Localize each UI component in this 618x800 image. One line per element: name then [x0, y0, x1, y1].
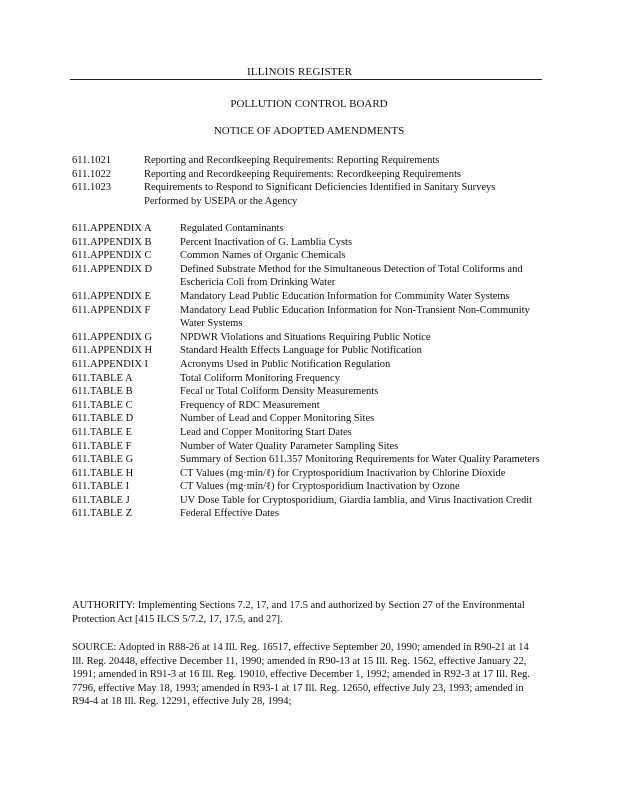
table-number: 611.TABLE H — [72, 467, 134, 479]
section-row — [72, 168, 552, 182]
appendix-number: 611.APPENDIX E — [72, 290, 151, 302]
table-row — [72, 507, 552, 521]
source-paragraph: SOURCE: Adopted in R88-26 at 14 Ill. Reg. 16517, effective September 20, 1990; amended in R90-21 at 14 Ill. Reg. 20448, effective December 11, 1990; amended in R90-13 at 15 Ill. Reg. 1562, effective January 22, 1991; amended in R91-3 at 16 Ill. Reg. 19010, effective December 1, 1992; amended in R92-3 at 17 Ill. Reg. 7796, effective May 18, 1993; amended in R93-1 at 17 Ill. Reg. 12650, effective July 23, 1993; amended in R94-4 at 18 Ill. Reg. 12291, effective July 28, 1994; — [72, 642, 530, 708]
appendix-title: Defined Substrate Method for the Simultaneous Detection of Total Coliforms and Eschericia Coli from Drinking Water — [180, 263, 523, 289]
appendix-title: Regulated Contaminants — [180, 223, 284, 234]
table-row — [72, 385, 552, 399]
appendix-row — [72, 344, 552, 358]
appendix-number: 611.APPENDIX G — [72, 331, 153, 343]
appendix-row — [72, 222, 552, 236]
table-title: Summary of Section 611.357 Monitoring Requirements for Water Quality Parameters — [180, 454, 540, 466]
table-row — [72, 372, 552, 386]
table-number: 611.TABLE A — [72, 372, 133, 384]
table-number: 611.TABLE J — [72, 494, 130, 506]
table-row — [72, 399, 552, 413]
table-row — [72, 453, 552, 467]
table-title: Lead and Copper Monitoring Start Dates — [180, 426, 352, 438]
table-row — [72, 467, 552, 481]
table-number: 611.TABLE C — [72, 399, 133, 411]
appendix-number: 611.APPENDIX D — [72, 263, 153, 275]
appendix-title: Standard Health Effects Language for Public Notification — [180, 345, 422, 357]
appendix-number: 611.APPENDIX H — [72, 345, 153, 357]
appendix-list — [72, 222, 552, 521]
header-rule — [70, 79, 542, 80]
table-number: 611.TABLE E — [72, 426, 133, 438]
section-row — [72, 154, 552, 168]
board-title: POLLUTION CONTROL BOARD — [230, 98, 388, 110]
appendix-row — [72, 249, 552, 263]
table-number: 611.TABLE Z — [72, 508, 133, 520]
table-row — [72, 412, 552, 426]
table-title: CT Values (mg·min/ℓ) for Cryptosporidium Inactivation by Chlorine Dioxide — [180, 467, 506, 479]
notice-title: NOTICE OF ADOPTED AMENDMENTS — [213, 125, 405, 137]
table-title: CT Values (mg·min/ℓ) for Cryptosporidium Inactivation by Ozone — [180, 481, 460, 493]
table-title: UV Dose Table for Cryptosporidium, Giardia lamblia, and Virus Inactivation Credit — [180, 494, 533, 506]
appendix-row — [72, 358, 552, 372]
appendix-number: 611.APPENDIX C — [72, 250, 152, 262]
appendix-title: Acronyms Used in Public Notification Regulation — [180, 358, 391, 370]
appendix-number: 611.APPENDIX I — [72, 358, 149, 370]
table-title: Frequency of RDC Measurement — [180, 399, 320, 411]
appendix-row — [72, 263, 552, 290]
table-row — [72, 440, 552, 454]
section-list — [72, 154, 552, 208]
appendix-number: 611.APPENDIX A — [72, 223, 152, 234]
table-number: 611.TABLE D — [72, 413, 134, 425]
table-number: 611.TABLE B — [72, 386, 133, 398]
table-row — [72, 480, 552, 494]
appendix-row — [72, 236, 552, 250]
appendix-title: NPDWR Violations and Situations Requiring Public Notice — [180, 331, 431, 343]
section-title: Reporting and Recordkeeping Requirements: Recordkeeping Requirements — [144, 168, 461, 180]
section-number: 611.1021 — [72, 155, 111, 166]
appendix-title: Common Names of Organic Chemicals — [180, 250, 346, 262]
table-title: Number of Water Quality Parameter Sampling Sites — [180, 440, 399, 452]
table-number: 611.TABLE G — [72, 454, 134, 466]
section-number: 611.1023 — [72, 182, 111, 194]
appendix-number: 611.APPENDIX F — [72, 304, 151, 316]
section-row — [72, 181, 552, 208]
appendix-row — [72, 331, 552, 345]
appendix-title: Mandatory Lead Public Education Information for Community Water Systems — [180, 290, 510, 302]
section-number: 611.1022 — [72, 168, 111, 180]
table-row — [72, 494, 552, 508]
table-number: 611.TABLE I — [72, 481, 130, 493]
appendix-number: 611.APPENDIX B — [72, 236, 152, 248]
table-title: Total Coliform Monitoring Frequency — [180, 372, 340, 384]
appendix-title: Percent Inactivation of G. Lamblia Cysts — [180, 236, 353, 248]
table-title: Number of Lead and Copper Monitoring Sites — [180, 413, 375, 425]
section-title: Requirements to Respond to Significant Deficiencies Identified in Sanitary Surveys Performed by USEPA or the Agency — [144, 182, 496, 207]
register-title: ILLINOIS REGISTER — [247, 66, 353, 78]
table-title: Federal Effective Dates — [180, 508, 279, 520]
appendix-title: Mandatory Lead Public Education Information for Non-Transient Non-Community Water Systems — [180, 304, 530, 330]
appendix-row — [72, 304, 552, 331]
authority-paragraph: AUTHORITY: Implementing Sections 7.2, 17, and 17.5 and authorized by Section 27 of the Environmental Protection Act [415 ILCS 5/7.2, 17, 17.5, and 27]. — [72, 600, 525, 625]
table-number: 611.TABLE F — [72, 440, 132, 452]
table-title: Fecal or Total Coliform Density Measurements — [180, 386, 379, 398]
appendix-row — [72, 290, 552, 304]
table-row — [72, 426, 552, 440]
section-title: Reporting and Recordkeeping Requirements: Reporting Requirements — [144, 155, 440, 166]
